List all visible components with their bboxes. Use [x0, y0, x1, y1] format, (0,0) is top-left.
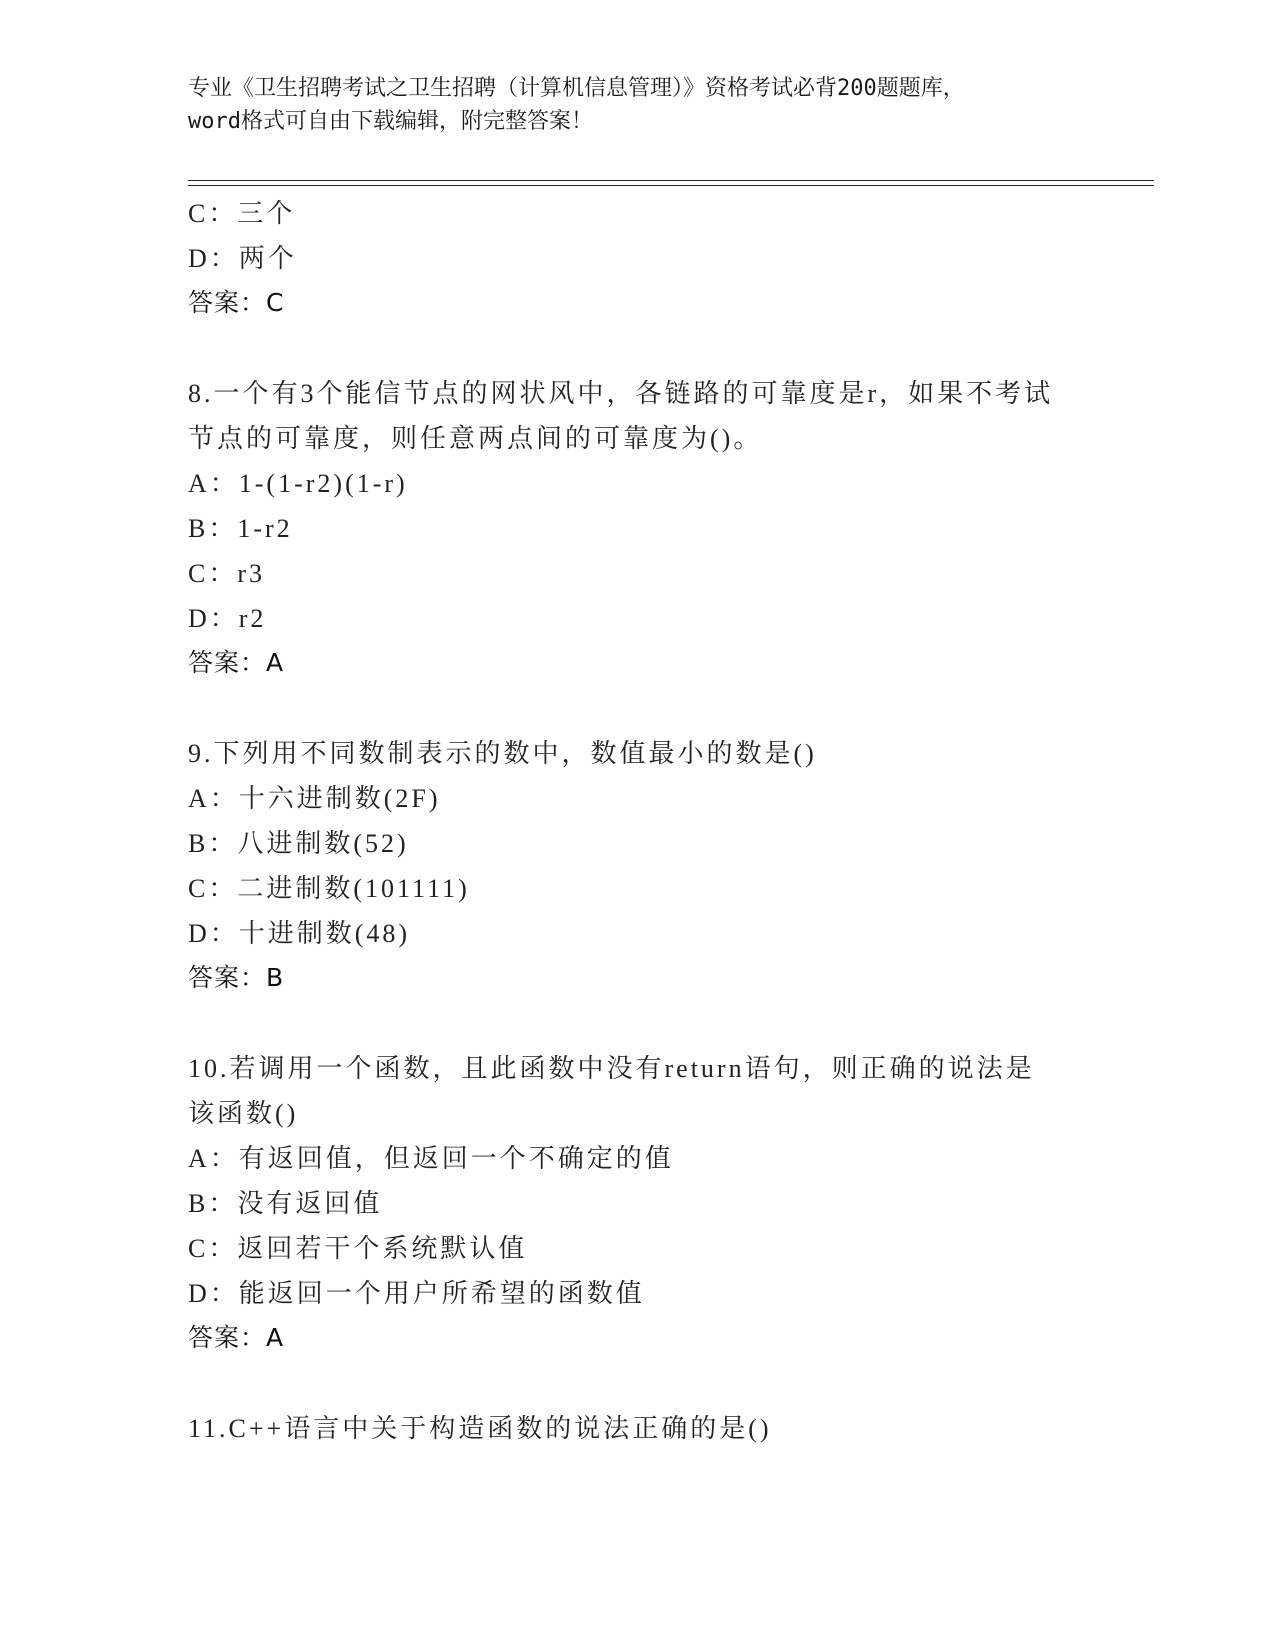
- q10-option-c: C：返回若干个系统默认值: [188, 1234, 528, 1263]
- header-divider-top: [188, 180, 1154, 181]
- q8-stem-line-1: 8.一个有3个能信节点的网状风中，各链路的可靠度是r，如果不考试: [188, 379, 1054, 408]
- document-header: [188, 72, 1088, 138]
- header-divider-bottom: [188, 185, 1154, 186]
- q9-option-b: B：八进制数(52): [188, 829, 409, 858]
- q8-option-c: C：r3: [188, 559, 266, 588]
- q9-answer: 答案：B: [188, 963, 285, 992]
- header-title-line-2: word格式可自由下载编辑，附完整答案！: [188, 109, 593, 134]
- q9-option-d: D：十进制数(48): [188, 919, 411, 948]
- header-title-line-1: 专业《卫生招聘考试之卫生招聘（计算机信息管理）》资格考试必背200题题库，: [188, 76, 965, 101]
- q10-option-b: B：没有返回值: [188, 1189, 383, 1218]
- q9-stem-line-1: 9.下列用不同数制表示的数中，数值最小的数是(): [188, 739, 817, 768]
- q8-answer: 答案：A: [188, 648, 285, 677]
- q10-option-a: A：有返回值，但返回一个不确定的值: [188, 1144, 674, 1173]
- q11-stem-line-1: 11.C++语言中关于构造函数的说法正确的是(): [188, 1414, 772, 1443]
- q8-stem-line-2: 节点的可靠度，则任意两点间的可靠度为()。: [188, 424, 763, 453]
- q7-answer: 答案：C: [188, 288, 285, 317]
- q10-answer: 答案：A: [188, 1323, 285, 1352]
- q7-option-d: D：两个: [188, 244, 297, 273]
- q7-option-c: C：三个: [188, 199, 296, 228]
- q9-option-c: C：二进制数(101111): [188, 874, 470, 903]
- q10-option-d: D：能返回一个用户所希望的函数值: [188, 1279, 645, 1308]
- q10-stem-line-2: 该函数(): [188, 1099, 299, 1128]
- q8-option-b: B：1-r2: [188, 514, 293, 543]
- q8-option-d: D：r2: [188, 604, 267, 633]
- q9-option-a: A：十六进制数(2F): [188, 784, 441, 813]
- q8-option-a: A：1-(1-r2)(1-r): [188, 469, 408, 498]
- q10-stem-line-1: 10.若调用一个函数，且此函数中没有return语句，则正确的说法是: [188, 1054, 1035, 1083]
